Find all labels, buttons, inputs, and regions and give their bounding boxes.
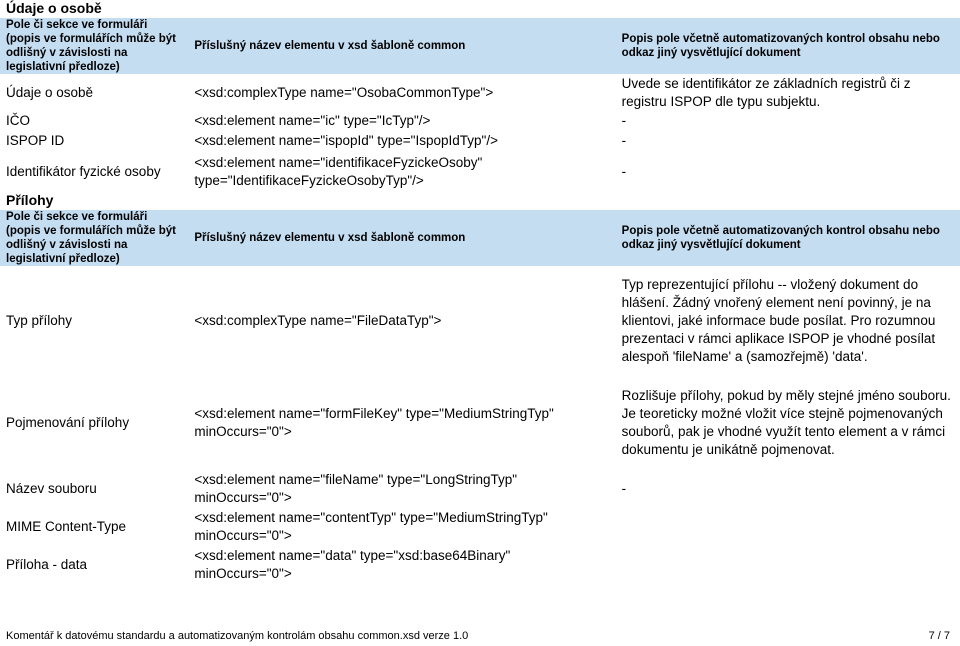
row-field: ISPOP ID — [0, 131, 188, 151]
row-element: <xsd:element name="contentTyp" type="MediumStringTyp" minOccurs="0"> — [188, 508, 615, 546]
row-field: Údaje o osobě — [0, 74, 188, 111]
page-number: 7 / 7 — [928, 630, 950, 642]
header-field: Pole či sekce ve formuláři (popis ve formulářích může být odlišný v závislosti na legislativní předloze) — [0, 210, 188, 266]
header-element: Příslušný název elementu v xsd šabloně common — [188, 210, 615, 266]
row-element: <xsd:element name="ic" type="IcTyp"/> — [188, 111, 615, 131]
table-row — [0, 111, 960, 131]
row-note: - — [616, 470, 960, 508]
table-row — [0, 131, 960, 151]
row-element: <xsd:element name="ispopId" type="IspopIdTyp"/> — [188, 131, 615, 151]
row-note: - — [616, 131, 960, 151]
page-footer — [6, 630, 950, 642]
row-note: Rozlišuje přílohy, pokud by měly stejné jméno souboru. Je teoreticky možné vložit více stejně pojmenovaných souborů, pak je vhodné využít tento element a v rámci dokumentu je unikátně pojmenovat. — [616, 376, 960, 470]
row-element: <xsd:element name="identifikaceFyzickeOsoby" type="IdentifikaceFyzickeOsobyTyp"/> — [188, 151, 615, 193]
row-field: Příloha - data — [0, 546, 188, 584]
table-row — [0, 151, 960, 193]
table-header-row — [0, 210, 960, 266]
section-title-osoba: Údaje o osobě — [6, 0, 102, 16]
header-element: Příslušný název elementu v xsd šabloně common — [188, 18, 615, 74]
table-prilohy — [0, 210, 960, 584]
row-field: Typ přílohy — [0, 266, 188, 376]
row-element: <xsd:element name="fileName" type="LongStringTyp" minOccurs="0"> — [188, 470, 615, 508]
table-osoba — [0, 18, 960, 193]
row-field: Název souboru — [0, 470, 188, 508]
header-note: Popis pole včetně automatizovaných kontrol obsahu nebo odkaz jiný vysvětlující dokument — [616, 18, 960, 74]
row-field: MIME Content-Type — [0, 508, 188, 546]
header-field: Pole či sekce ve formuláři (popis ve formulářích může být odlišný v závislosti na legislativní předloze) — [0, 18, 188, 74]
table-row — [0, 266, 960, 376]
row-element: <xsd:complexType name="OsobaCommonType"> — [188, 74, 615, 111]
row-note: - — [616, 151, 960, 193]
table-row — [0, 74, 960, 111]
row-note: Typ reprezentující přílohu -- vložený dokument do hlášení. Žádný vnořený element není povinný, je na klientovi, jaké informace bude posílat. Pro rozumnou prezentaci v rámci aplikace ISPOP je vhodné posílat alespoň 'fileName' a (samozřejmě) 'data'. — [616, 266, 960, 376]
row-element: <xsd:element name="formFileKey" type="MediumStringTyp" minOccurs="0"> — [188, 376, 615, 470]
footer-text: Komentář k datovému standardu a automatizovaným kontrolám obsahu common.xsd verze 1.0 — [6, 630, 469, 642]
table-row — [0, 508, 960, 546]
table-row — [0, 546, 960, 584]
row-note — [616, 546, 960, 584]
row-field: Pojmenování přílohy — [0, 376, 188, 470]
section-title-prilohy: Přílohy — [6, 192, 54, 208]
row-note: - — [616, 111, 960, 131]
table-header-row — [0, 18, 960, 74]
row-field: Identifikátor fyzické osoby — [0, 151, 188, 193]
row-field: IČO — [0, 111, 188, 131]
row-element: <xsd:complexType name="FileDataTyp"> — [188, 266, 615, 376]
row-note — [616, 508, 960, 546]
table-row — [0, 470, 960, 508]
table-row — [0, 376, 960, 470]
header-note: Popis pole včetně automatizovaných kontrol obsahu nebo odkaz jiný vysvětlující dokument — [616, 210, 960, 266]
row-note: Uvede se identifikátor ze základních registrů či z registru ISPOP dle typu subjektu. — [616, 74, 960, 111]
row-element: <xsd:element name="data" type="xsd:base64Binary" minOccurs="0"> — [188, 546, 615, 584]
